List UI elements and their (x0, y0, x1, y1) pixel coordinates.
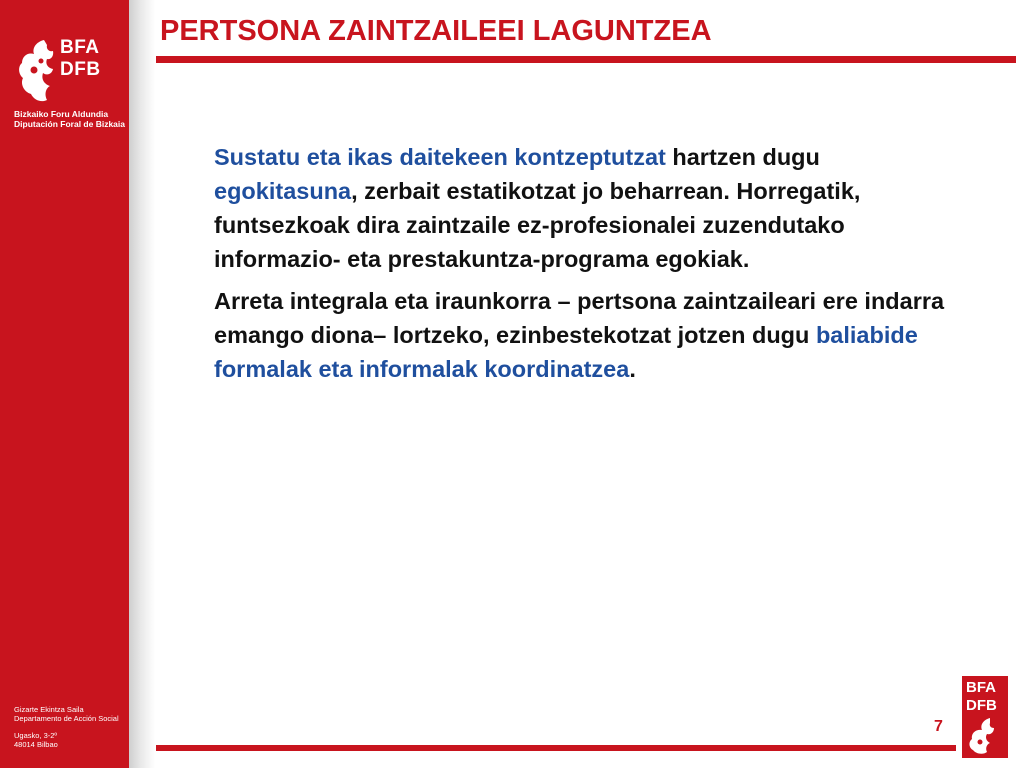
address-street: Ugasko, 3-2º (14, 731, 58, 740)
paragraph-1 (214, 140, 954, 276)
coat-of-arms-icon (14, 36, 60, 108)
footer-logo-text-bfa: BFA (966, 679, 996, 696)
department-info (14, 705, 119, 749)
dept-name-eu: Gizarte Ekintza Saila (14, 705, 84, 714)
body-text: Arreta integrala eta iraunkorra – pertsona zaintzaileari ere indarra emango diona– lortzeko, ezinbestekotzat jotzen dugu (214, 288, 945, 348)
highlight-text: baliabide formalak eta informalak koordinatzea (214, 322, 918, 382)
logo-text-dfb: DFB (60, 59, 101, 80)
paragraph-2 (214, 284, 954, 386)
body-text: . (629, 356, 636, 382)
highlight-text: egokitasuna (214, 178, 352, 204)
sidebar-shadow (129, 0, 155, 768)
address-city: 48014 Bilbao (14, 740, 58, 749)
title-divider (156, 56, 1016, 63)
body-text: , zerbait estatikotzat jo beharrean. Horregatik, funtsezkoak dira zaintzaile ez-profesionalei zuzendutako informazio- eta prestakuntza-programa egokiak. (214, 178, 861, 272)
sidebar (0, 0, 129, 768)
highlight-text: Sustatu eta ikas daitekeen kontzeptutzat (214, 144, 666, 170)
body-text: hartzen dugu (665, 144, 820, 170)
org-name-es: Diputación Foral de Bizkaia (14, 119, 125, 129)
org-name-eu: Bizkaiko Foru Aldundia (14, 109, 109, 119)
slide-body (214, 140, 954, 394)
footer-logo (962, 676, 1008, 758)
organization-name (14, 109, 125, 129)
coat-of-arms-icon (964, 716, 1004, 756)
footer-divider (156, 745, 956, 751)
logo-text-bfa: BFA (60, 37, 100, 58)
slide-title: PERTSONA ZAINTZAILEEI LAGUNTZEA (160, 15, 712, 47)
dept-name-es: Departamento de Acción Social (14, 714, 119, 723)
bfa-dfb-logo (14, 36, 114, 108)
page-number: 7 (934, 718, 943, 735)
footer-logo-text-dfb: DFB (966, 697, 997, 714)
